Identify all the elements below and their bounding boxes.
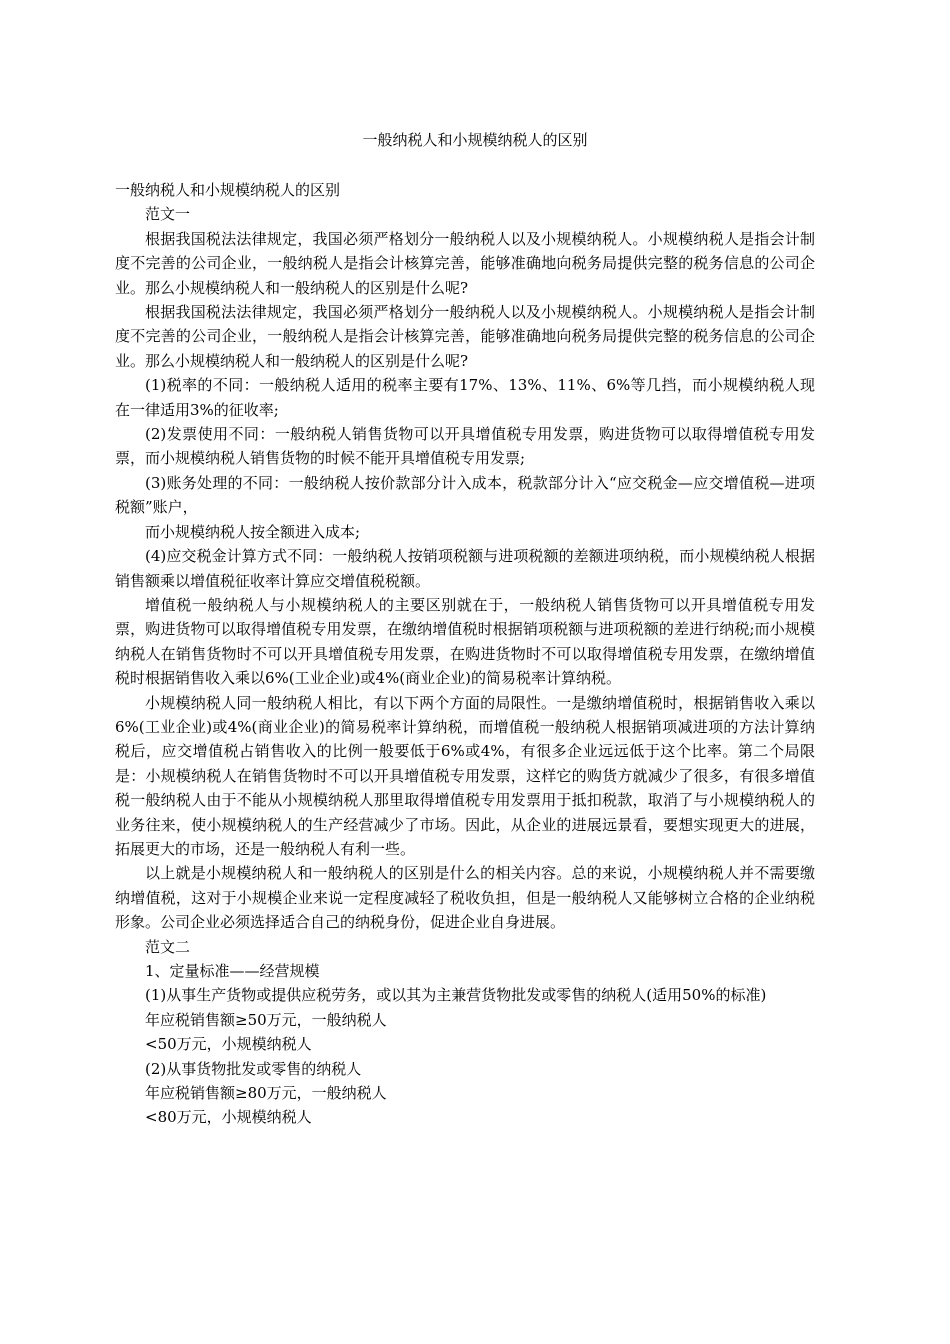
paragraph: 而小规模纳税人按全额进入成本;: [145, 522, 361, 541]
list-item-accounting: (3)账务处理的不同：一般纳税人按价款部分计入成本，税款部分计入“应交税金—应交增值税—进项税额”账户，: [115, 473, 815, 517]
document-title: 一般纳税人和小规模纳税人的区别: [362, 131, 588, 149]
paragraph: 根据我国税法法律规定，我国必须严格划分一般纳税人以及小规模纳税人。小规模纳税人是指会计制度不完善的公司企业，一般纳税人是指会计核算完善，能够准确地向税务局提供完整的税务信息的公司企业。那么小规模纳税人和一般纳税人的区别是什么呢?: [115, 303, 815, 370]
list-item: (2)从事货物批发或零售的纳税人: [145, 1059, 362, 1078]
section-heading: 一般纳税人和小规模纳税人的区别: [115, 181, 341, 199]
list-item-tax-rate: (1)税率的不同：一般纳税人适用的税率主要有17%、13%、11%、6%等几挡，而小规模纳税人现在一律适用3%的征收率;: [115, 376, 815, 419]
numbered-heading: 1、定量标准——经营规模: [145, 962, 320, 980]
paragraph: 增值税一般纳税人与小规模纳税人的主要区别就在于，一般纳税人销售货物可以开具增值税专用发票，购进货物可以取得增值税专用发票，在缴纳增值税时根据销项税额与进项税额的差进行纳税;而小规模纳税人在销售货物时不可以开具增值税专用发票，在购进货物时不可以取得增值税专用发票，在缴纳增值税时根据销售收入乘以6%(工业企业)或4%(商业企业)的简易税率计算纳税。: [115, 595, 815, 688]
paragraph: 小规模纳税人同一般纳税人相比，有以下两个方面的局限性。一是缴纳增值税时，根据销售收入乘以6%(工业企业)或4%(商业企业)的简易税率计算纳税，而增值税一般纳税人根据销项减进项的方法计算纳税后，应交增值税占销售收入的比例一般要低于6%或4%，有很多企业远远低于这个比率。第二个局限是：小规模纳税人在销售货物时不可以开具增值税专用发票，这样它的购货方就减少了很多，有很多增值税一般纳税人由于不能从小规模纳税人那里取得增值税专用发票用于抵扣税款，取消了与小规模纳税人的业务往来，使小规模纳税人的生产经营减少了市场。因此，从企业的进展远景看，要想实现更大的进展，拓展更大的市场，还是一般纳税人有利一些。: [115, 693, 815, 858]
sample-label-2: 范文二: [145, 937, 191, 956]
threshold-line: <50万元，小规模纳税人: [145, 1035, 312, 1054]
threshold-line: 年应税销售额≥50万元，一般纳税人: [145, 1010, 387, 1029]
threshold-line: 年应税销售额≥80万元，一般纳税人: [145, 1084, 387, 1103]
list-item: (1)从事生产货物或提供应税劳务，或以其为主兼营货物批发或零售的纳税人(适用50%的标准): [145, 986, 767, 1005]
sample-label-1: 范文一: [145, 205, 191, 224]
threshold-line: <80万元，小规模纳税人: [145, 1108, 312, 1127]
paragraph: 根据我国税法法律规定，我国必须严格划分一般纳税人以及小规模纳税人。小规模纳税人是指会计制度不完善的公司企业，一般纳税人是指会计核算完善，能够准确地向税务局提供完整的税务信息的公司企业。那么小规模纳税人和一般纳税人的区别是什么呢?: [115, 229, 815, 297]
list-item-invoice: (2)发票使用不同：一般纳税人销售货物可以开具增值税专用发票，购进货物可以取得增值税专用发票，而小规模纳税人销售货物的时候不能开具增值税专用发票;: [115, 425, 815, 468]
paragraph: 以上就是小规模纳税人和一般纳税人的区别是什么的相关内容。总的来说，小规模纳税人并不需要缴纳增值税，这对于小规模企业来说一定程度减轻了税收负担，但是一般纳税人又能够树立合格的企业纳税形象。公司企业必须选择适合自己的纳税身份，促进企业自身进展。: [115, 864, 815, 932]
list-item-tax-calculation: (4)应交税金计算方式不同：一般纳税人按销项税额与进项税额的差额进项纳税，而小规模纳税人根据销售额乘以增值税征收率计算应交增值税税额。: [115, 547, 815, 590]
document-body: [115, 178, 815, 1130]
